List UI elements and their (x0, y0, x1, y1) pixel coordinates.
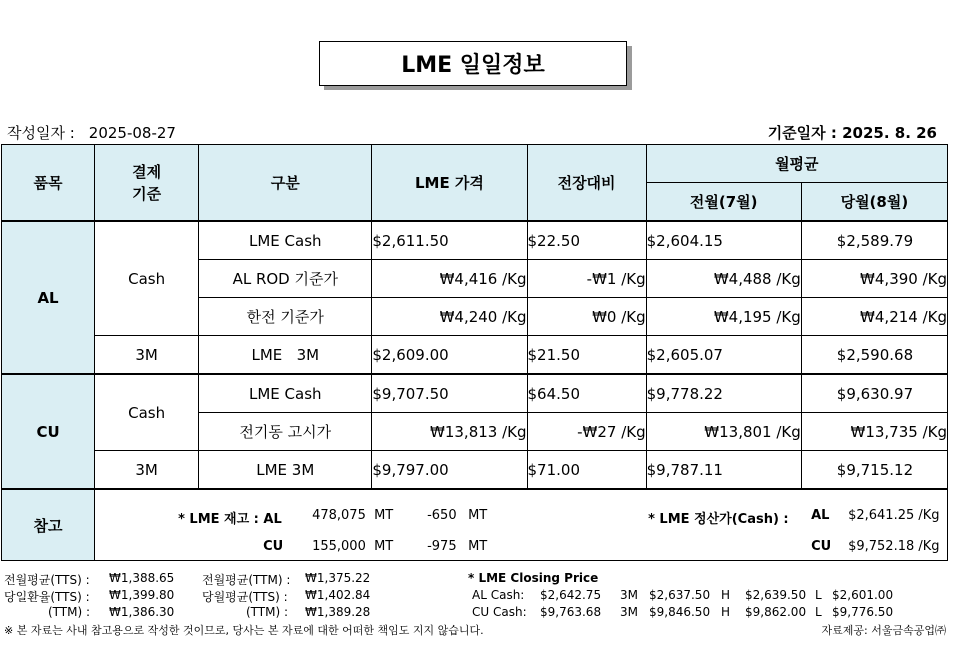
header-monthly-avg: 월평균 (646, 145, 947, 183)
al-stock-change-unit: MT (468, 508, 488, 523)
closing-al-3m-label: 3M (620, 588, 638, 602)
cu-row-change: $64.50 (527, 374, 646, 413)
al-row-prev: $2,605.07 (646, 336, 801, 375)
al-row-change: $22.50 (527, 221, 646, 260)
fx-cur-tts-value: ₩1,402.84 (305, 588, 371, 602)
al-row-cur: ₩4,214 /Kg (801, 298, 947, 336)
cu-row-prev: ₩13,801 /Kg (646, 413, 801, 451)
al-row-price: ₩4,240 /Kg (372, 298, 527, 336)
closing-al-cash: $2,642.75 (540, 588, 602, 602)
cu-row-division: LME 3M (199, 451, 372, 490)
cu-row-change: -₩27 /Kg (527, 413, 646, 451)
cu-row-price: $9,707.50 (372, 374, 527, 413)
created-date-label: 작성일자 : (7, 124, 75, 142)
closing-al-high: $2,639.50 (745, 588, 807, 602)
cu-row-prev: $9,778.22 (646, 374, 801, 413)
data-source: 자료제공: 서울금속공업㈜ (821, 624, 946, 637)
cu-row-change: $71.00 (527, 451, 646, 490)
closing-al-low-label: L (815, 588, 822, 602)
cu-row-division: 전기동 고시가 (199, 413, 372, 451)
price-table (1, 144, 948, 561)
item-cu: CU (2, 374, 95, 489)
closing-cu-3m: $9,846.50 (649, 605, 711, 619)
fx-prev-tts-label: 전월평균(TTS) : (4, 573, 90, 587)
fx-cur-ttm-value: ₩1,389.28 (305, 605, 371, 619)
item-al: AL (2, 221, 95, 374)
al-stock: 478,075 (312, 508, 366, 523)
closing-cu-label: CU Cash: (472, 605, 527, 619)
closing-al-low: $2,601.00 (832, 588, 894, 602)
cu-row-cur: $9,715.12 (801, 451, 947, 490)
al-row-price: $2,609.00 (372, 336, 527, 375)
settle-cu-value: $9,752.18 /Kg (848, 539, 940, 554)
header-settle (95, 145, 199, 222)
settle-label: * LME 정산가(Cash) : (648, 512, 789, 527)
cu-3m-label: 3M (95, 451, 199, 490)
cu-row-prev: $9,787.11 (646, 451, 801, 490)
al-row-price: ₩4,416 /Kg (372, 260, 527, 298)
header-cur-month: 당월(8월) (801, 183, 947, 222)
fx-cur-tts-label: 당월평균(TTS) : (202, 590, 288, 604)
cu-row-price: $9,797.00 (372, 451, 527, 490)
al-row-division: LME 3M (199, 336, 372, 375)
page-title: LME 일일정보 (319, 41, 627, 86)
fx-today-ttm-label: (TTM) : (48, 605, 91, 619)
fx-prev-ttm-label: 전월평균(TTM) : (202, 573, 291, 587)
fx-today-tts-label: 당일환율(TTS) : (4, 590, 90, 604)
cu-row-cur: ₩13,735 /Kg (801, 413, 947, 451)
cu-row-price: ₩13,813 /Kg (372, 413, 527, 451)
al-stock-unit: MT (374, 508, 394, 523)
fx-today-tts-value: ₩1,399.80 (109, 588, 175, 602)
closing-al-high-label: H (721, 588, 731, 602)
closing-cu-cash: $9,763.68 (540, 605, 602, 619)
al-row-division: AL ROD 기준가 (199, 260, 372, 298)
created-date (7, 122, 176, 143)
cu-stock: 155,000 (312, 539, 366, 554)
reference-content (95, 489, 948, 561)
closing-cu-high: $9,862.00 (745, 605, 807, 619)
header-lme-price: LME 가격 (372, 145, 527, 222)
al-row-change: -₩1 /Kg (527, 260, 646, 298)
cu-stock-label: CU (263, 539, 284, 554)
header-division: 구분 (199, 145, 372, 222)
closing-al-3m: $2,637.50 (649, 588, 711, 602)
al-row-prev: ₩4,195 /Kg (646, 298, 801, 336)
cu-stock-change: -975 (427, 539, 457, 554)
stock-label: * LME 재고 : AL (178, 512, 282, 527)
fx-today-ttm-value: ₩1,386.30 (109, 605, 175, 619)
fx-cur-ttm-label: (TTM) : (246, 605, 289, 619)
header-item: 품목 (2, 145, 95, 222)
cu-cash-label: Cash (95, 374, 199, 451)
closing-cu-low-label: L (815, 605, 822, 619)
fx-prev-tts-value: ₩1,388.65 (109, 571, 175, 585)
cu-row-cur: $9,630.97 (801, 374, 947, 413)
al-row-division: 한전 기준가 (199, 298, 372, 336)
al-row-price: $2,611.50 (372, 221, 527, 260)
al-row-change: $21.50 (527, 336, 646, 375)
closing-cu-low: $9,776.50 (832, 605, 894, 619)
settle-al-label: AL (811, 508, 830, 523)
base-date: 기준일자 : 2025. 8. 26 (767, 124, 937, 142)
cu-stock-unit: MT (374, 539, 394, 554)
settle-cu-label: CU (811, 539, 832, 554)
al-row-division: LME Cash (199, 221, 372, 260)
al-3m-label: 3M (95, 336, 199, 375)
al-stock-change: -650 (427, 508, 457, 523)
settle-al-value: $2,641.25 /Kg (848, 508, 940, 523)
cu-row-division: LME Cash (199, 374, 372, 413)
header-settle-text: 결제 기준 (132, 162, 162, 203)
al-cash-label: Cash (95, 221, 199, 336)
fx-prev-ttm-value: ₩1,375.22 (305, 571, 371, 585)
closing-cu-3m-label: 3M (620, 605, 638, 619)
cu-stock-change-unit: MT (468, 539, 488, 554)
header-prev-month: 전월(7월) (646, 183, 801, 222)
created-date-value: 2025-08-27 (88, 124, 176, 142)
al-row-prev: ₩4,488 /Kg (646, 260, 801, 298)
al-row-prev: $2,604.15 (646, 221, 801, 260)
reference-label: 참고 (2, 489, 95, 561)
header-change: 전장대비 (527, 145, 646, 222)
closing-cu-high-label: H (721, 605, 731, 619)
al-row-change: ₩0 /Kg (527, 298, 646, 336)
disclaimer: ※ 본 자료는 사내 참고용으로 작성한 것이므로, 당사는 본 자료에 대한 어떠한 책임도 지지 않습니다. (4, 624, 484, 637)
al-row-cur: $2,589.79 (801, 221, 947, 260)
closing-al-label: AL Cash: (472, 588, 525, 602)
al-row-cur: ₩4,390 /Kg (801, 260, 947, 298)
al-row-cur: $2,590.68 (801, 336, 947, 375)
closing-title: * LME Closing Price (468, 571, 599, 585)
